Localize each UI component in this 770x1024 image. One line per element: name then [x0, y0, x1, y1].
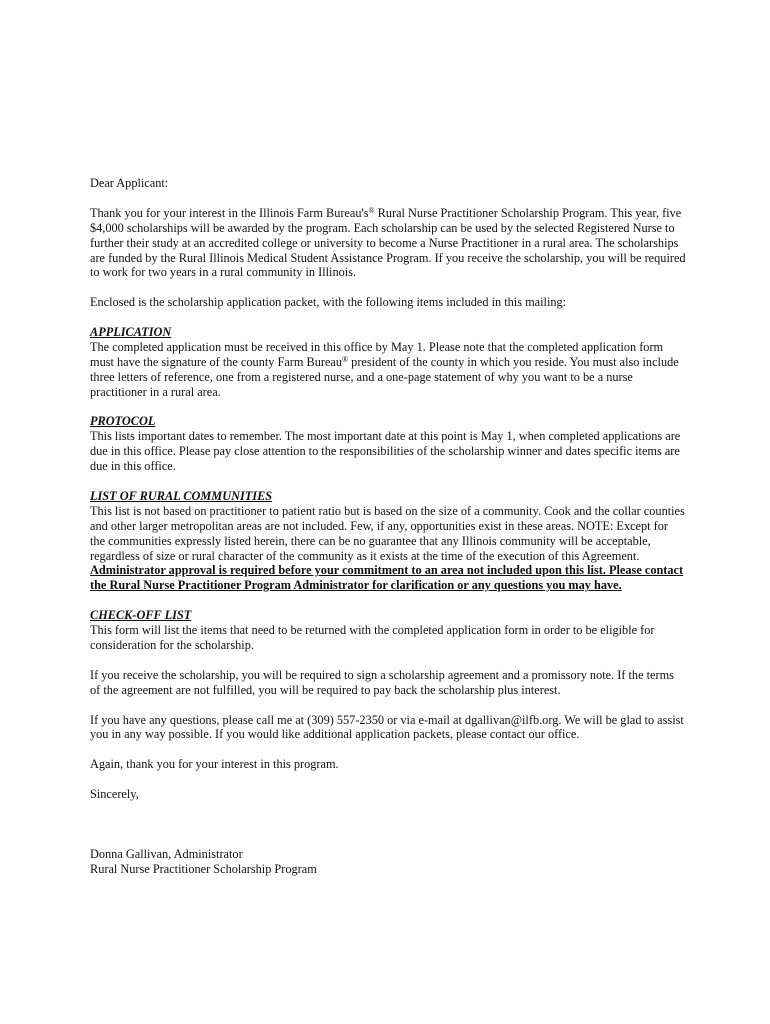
application-heading: APPLICATION [90, 325, 172, 340]
signature-program: Rural Nurse Practitioner Scholarship Program [90, 861, 317, 876]
thanks-paragraph: Again, thank you for your interest in this program. [90, 757, 339, 772]
signature-block [90, 847, 686, 877]
letter-body [90, 176, 686, 876]
greeting: Dear Applicant: [90, 176, 169, 190]
application-section [90, 325, 686, 400]
intro-paragraph [90, 206, 686, 281]
closing: Sincerely, [90, 787, 139, 801]
intro-text-2: Rural Nurse Practitioner Scholarship Program. This year, five $4,000 scholarships will be awarded by the program. Each scholarship can be used by the selected Registered Nurse to further their study at an accredited college or university to become a Nurse Practitioner in a rural area. The scholarships are funded by the Rural Illinois Medical Student Assistance Program. If you receive the scholarship, you will be required to work for two years in a rural community in Illinois. [90, 205, 686, 280]
agreement-paragraph: If you receive the scholarship, you will be required to sign a scholarship agreement and a promissory note. If the terms of the agreement are not fulfilled, you will be required to pay back the scholarship plus interest. [90, 667, 674, 697]
communities-heading: LIST OF RURAL COMMUNITIES [90, 488, 273, 503]
signature-space [90, 817, 686, 847]
checkoff-text: This form will list the items that need to be returned with the completed application form in order to be eligible for consideration for the scholarship. [90, 623, 655, 652]
communities-emphasis: Administrator approval is required before your commitment to an area not included upon this list. Please contact the Rural Nurse Practitioner Program Administrator for clarification or any questions you may have. [90, 563, 684, 593]
signature-name: Donna Gallivan, Administrator [90, 846, 243, 861]
application-text-1: The completed application must be received in this office by May 1. Please note that the completed application form must have the signature of the county Farm Bureau [90, 339, 664, 369]
communities-text: This list is not based on practitioner to patient ratio but is based on the size of a community. Cook and the collar counties and other larger metropolitan areas are not included. Few, if any, opportunities exist in these areas. NOTE: Except for the communities expressly listed herein, there can be no guarantee that any Illinois community will be acceptable, regardless of size or rural character of the community as it exists at the time of the execution of this Agreement. [90, 503, 685, 563]
application-text-2: president of the county in which you reside. You must also include three letters of reference, one from a registered nurse, and a one-page statement of why you want to be a nurse practitioner in a rural area. [90, 354, 679, 399]
contact-paragraph: If you have any questions, please call me at (309) 557-2350 or via e-mail at dgallivan@ilfb.org. We will be glad to assist you in any way possible. If you would like additional application packets, please contact our office. [90, 712, 684, 742]
enclosed-paragraph: Enclosed is the scholarship application packet, with the following items included in this mailing: [90, 295, 567, 310]
intro-text-1: Thank you for your interest in the Illinois Farm Bureau's [90, 205, 369, 220]
communities-section [90, 489, 686, 593]
checkoff-heading: CHECK-OFF LIST [90, 608, 192, 623]
protocol-text: This lists important dates to remember. The most important date at this point is May 1, when completed applications are due in this office. Please pay close attention to the responsibilities of the scholarship winner and dates specific items are due in this office. [90, 429, 681, 474]
checkoff-section [90, 608, 686, 653]
registered-mark: ® [368, 205, 375, 215]
registered-mark: ® [342, 354, 349, 364]
protocol-heading: PROTOCOL [90, 414, 156, 429]
protocol-section [90, 414, 686, 474]
